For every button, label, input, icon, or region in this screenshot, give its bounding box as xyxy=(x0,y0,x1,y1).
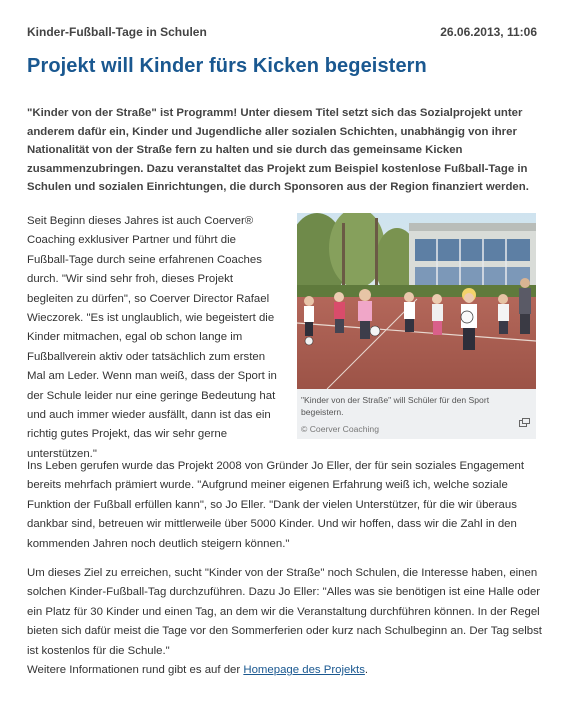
article-headline: Projekt will Kinder fürs Kicken begeistern xyxy=(27,55,427,77)
closing-end: . xyxy=(364,664,369,676)
project-homepage-link[interactable]: Homepage des Projekts xyxy=(243,664,365,676)
article-closing xyxy=(27,661,540,680)
closing-text: Weitere Informationen rund gibt es auf der xyxy=(27,664,244,676)
article-figure xyxy=(297,213,536,439)
figure-caption: "Kinder von der Straße" will Schüler für den Sport begeistern. xyxy=(301,395,490,417)
enlarge-icon[interactable] xyxy=(519,418,530,427)
figure-credit: © Coerver Coaching xyxy=(301,424,379,434)
article-kicker: Kinder-Fußball-Tage in Schulen xyxy=(27,25,207,39)
article-paragraph-1: Seit Beginn dieses Jahres ist auch Coerver® Coaching exklusiver Partner und führt die Fußball-Tage durch seine erfahrenen Coaches durch. "Wir sind sehr froh, dieses Projekt begleiten zu dürfen", so Coerver Director Rafael Wieczorek. "Es ist unglaublich, wie begeistert die Kinder mitmachen, egal ob schon lange im Fußballverein aktiv oder tatsächlich zum ersten Mal am Leder. Wenn man weiß, dass der Sport in der Schule leider nur eine geringe Bedeutung hat und auch immer wieder ausfällt, dann ist das ein richtig gutes Projekt, das wir sehr gerne unterstützen." xyxy=(27,215,277,460)
article-paragraph-3: Um dieses Ziel zu erreichen, sucht "Kinder von der Straße" noch Schulen, die Interesse haben, einen solchen Kinder-Fußball-Tag durchzuführen. Dazu Jo Eller: "Alles was sie benötigen ist eine Halle oder ein Platz für 30 Kinder und einen Tag, an dem wir die Veranstaltung durchführen können. In der Regel bieten sich dafür meist die Tage vor den Sommerferien oder kurz nach Schulbeginn an. Der Tag selbst ist kostenlos für die Schule." xyxy=(27,567,542,657)
article-date: 26.06.2013, 11:06 xyxy=(440,25,537,39)
article-lead: "Kinder von der Straße" ist Programm! Unter diesem Titel setzt sich das Sozialprojekt unter anderem dafür ein, Kinder und Jugendliche aller sozialen Schichten, unabhängig von ihrer Nationalität von der Straße fern zu halten und sie durch das gemeinsame Kicken zusammenzubringen. Dazu veranstaltet das Projekt zum Beispiel kostenlose Fußball-Tage in Schulen und sozialen Einrichtungen, die durch Sponsoren aus der Region finanziert werden. xyxy=(27,107,529,194)
article-paragraph-2: Ins Leben gerufen wurde das Projekt 2008 von Gründer Jo Eller, der für sein soziales Engagement bereits mehrfach prämiert wurde. "Aufgrund meiner eigenen Erfahrung weiß ich, welche soziale Funktion der Fußball erfüllen kann", so Jo Eller. "Dank der vielen Unterstützer, für die wir überaus dankbar sind, betreuen wir mittlerweile über 5000 Kinder. Und wir hoffen, dass wir die Zahl in den kommenden Jahren noch deutlich steigern können." xyxy=(27,460,525,550)
article-photo[interactable] xyxy=(297,213,536,389)
